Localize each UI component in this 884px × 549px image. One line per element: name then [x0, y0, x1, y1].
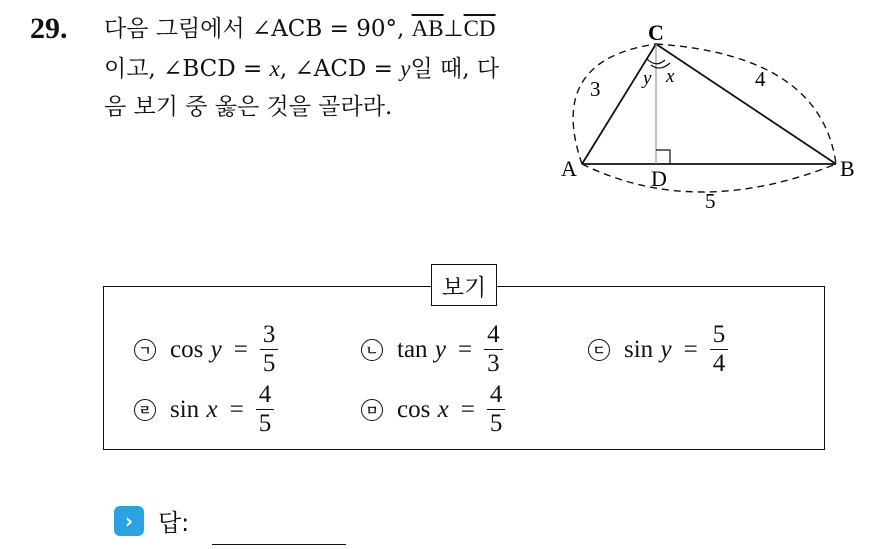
answer-row [114, 503, 189, 538]
triangle-figure [556, 20, 866, 216]
answer-blank[interactable] [212, 544, 346, 545]
question-text-2c: 일 때, 다 [410, 56, 500, 82]
right-angle-mark [656, 150, 670, 164]
option-func: sin [624, 335, 654, 363]
equals-sign: = [683, 335, 698, 363]
label-d: D [651, 166, 667, 191]
question-text-1: 다음 그림에서 ∠ACB = 90°, [104, 16, 412, 42]
option-marker: ㄴ [361, 339, 383, 361]
perp-symbol: ⊥ [443, 16, 464, 41]
denominator: 5 [489, 410, 503, 437]
option-fraction [260, 321, 279, 378]
option-func: cos [170, 335, 204, 363]
option-2 [361, 321, 503, 378]
option-fraction [710, 321, 729, 378]
option-func: sin [170, 395, 200, 423]
denominator: 5 [262, 350, 276, 377]
numerator: 4 [487, 381, 506, 410]
option-5 [361, 381, 505, 438]
option-var: x [437, 395, 449, 423]
numerator: 4 [484, 321, 503, 350]
segment-cd: $\overline{CD}$ [463, 16, 496, 41]
denominator: 3 [487, 350, 500, 377]
label-side-cb: 4 [755, 67, 766, 91]
label-angle-y: y [643, 68, 652, 89]
question-text-2a: 이고, ∠BCD = [104, 56, 270, 82]
label-angle-x: x [666, 66, 675, 87]
segment-ab: $\overline{AB}$ [411, 16, 444, 41]
question-text-2b: , ∠ACD = [279, 56, 401, 82]
var-x: x [269, 56, 280, 81]
numerator: 4 [256, 381, 275, 410]
option-var: y [210, 335, 222, 363]
option-var: y [660, 335, 672, 363]
option-4 [134, 381, 274, 438]
option-func: tan [397, 335, 428, 363]
option-marker: ㄱ [134, 339, 156, 361]
numerator: 3 [260, 321, 279, 350]
arc-ab [582, 164, 836, 192]
option-fraction [487, 381, 506, 438]
label-side-ab: 5 [705, 189, 716, 213]
label-c: C [648, 20, 664, 45]
denominator: 4 [712, 350, 726, 377]
equals-sign: = [233, 335, 248, 363]
option-fraction [256, 381, 275, 438]
option-var: y [434, 335, 446, 363]
equals-sign: = [457, 335, 473, 363]
label-a: A [561, 156, 577, 181]
numerator: 5 [710, 321, 729, 350]
label-side-ac: 3 [590, 77, 601, 101]
arc-ac [573, 44, 656, 164]
option-marker: ㅁ [361, 399, 383, 421]
var-y: y [400, 56, 411, 81]
option-marker: ㄷ [588, 339, 610, 361]
side-ac [582, 44, 656, 164]
equals-sign: = [460, 395, 475, 423]
option-3 [588, 321, 728, 378]
option-func: cos [397, 395, 431, 423]
denominator: 5 [258, 410, 272, 437]
answer-label: 답: [158, 509, 190, 537]
option-var: x [206, 395, 218, 423]
question-line-1 [104, 14, 496, 44]
bogi-title: 보기 [431, 264, 497, 306]
equals-sign: = [229, 395, 244, 423]
option-fraction [484, 321, 503, 378]
side-cb [656, 44, 836, 164]
option-1 [134, 321, 278, 378]
question-number: 29. [30, 12, 68, 45]
label-b: B [840, 156, 855, 181]
question-line-3: 음 보기 중 옳은 것을 골라라. [104, 94, 393, 120]
chevron-right-icon: › [114, 506, 144, 536]
question-line-2 [104, 54, 499, 84]
option-marker: ㄹ [134, 399, 156, 421]
